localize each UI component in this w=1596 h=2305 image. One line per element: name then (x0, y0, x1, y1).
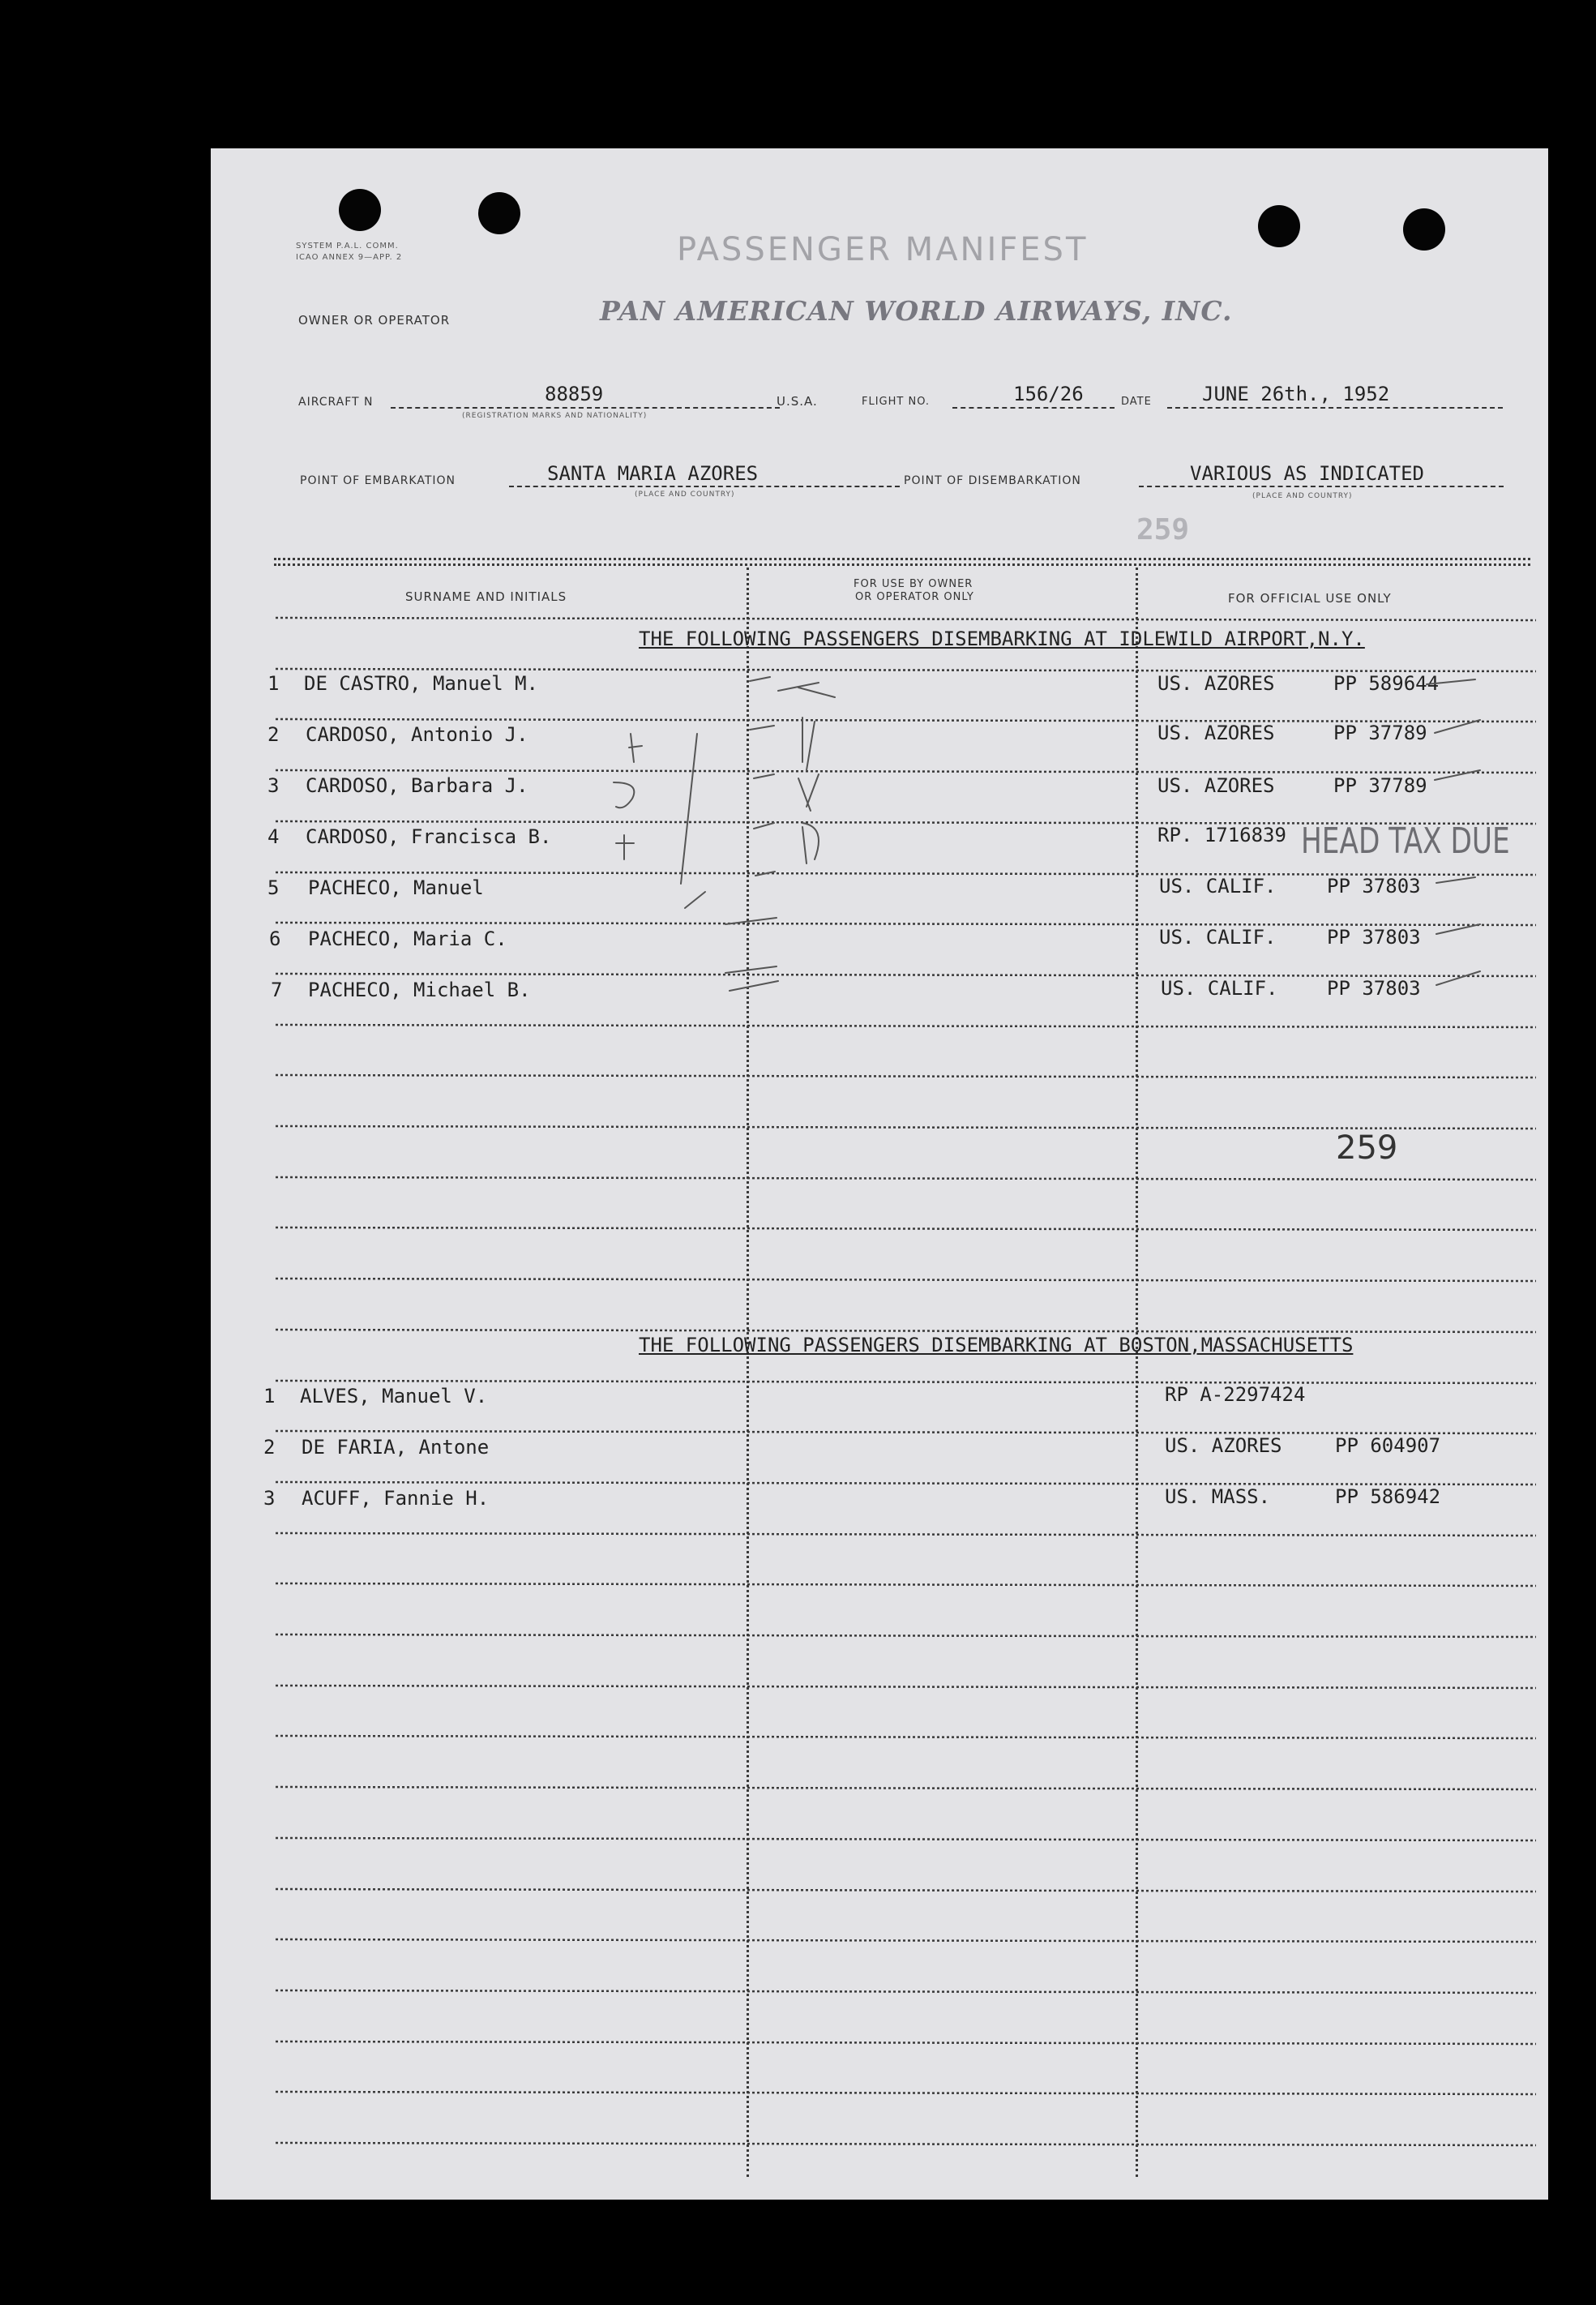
passenger-official: US. MASS. (1165, 1485, 1271, 1508)
column-header-owner: FOR USE BY OWNER (854, 578, 973, 590)
passenger-official: US. CALIF. (1161, 977, 1278, 1000)
flight-number: 156/26 (1013, 383, 1084, 405)
column-header-owner: OR OPERATOR ONLY (855, 591, 974, 603)
head-tax-stamp: HEAD TAX DUE (1301, 820, 1510, 862)
passenger-official: RP A-2297424 (1165, 1383, 1306, 1406)
disembarkation-caption: (PLACE AND COUNTRY) (1252, 492, 1353, 500)
corner-stamp-line: ICAO ANNEX 9—APP. 2 (296, 253, 403, 262)
aircraft-number: 88859 (545, 383, 604, 405)
passenger-official: RP. 1716839 (1157, 824, 1286, 846)
embarkation-caption: (PLACE AND COUNTRY) (635, 491, 735, 499)
passenger-name: CARDOSO, Francisca B. (306, 825, 552, 848)
passenger-official: US. CALIF. (1159, 875, 1277, 898)
passenger-passport: PP 37789 (1333, 722, 1427, 744)
passenger-official: US. CALIF. (1159, 926, 1277, 949)
row-number: 1 (263, 1385, 276, 1407)
passenger-official: US. AZORES (1157, 774, 1275, 797)
disembarkation-label: POINT OF DISEMBARKATION (904, 474, 1081, 487)
passenger-passport: PP 37803 (1327, 875, 1421, 898)
passenger-passport: PP 37803 (1327, 926, 1421, 949)
passenger-name: ACUFF, Fannie H. (302, 1487, 490, 1510)
row-number: 1 (267, 672, 280, 695)
section-heading: THE FOLLOWING PASSENGERS DISEMBARKING AT IDLEWILD AIRPORT,N.Y. (639, 628, 1365, 650)
passenger-name: PACHECO, Michael B. (308, 979, 531, 1001)
row-number: 5 (267, 876, 280, 899)
column-header-official: FOR OFFICIAL USE ONLY (1228, 591, 1392, 606)
passenger-passport: PP 586942 (1335, 1485, 1441, 1508)
passenger-passport: PP 604907 (1335, 1434, 1441, 1457)
passenger-name: CARDOSO, Barbara J. (306, 774, 528, 797)
row-number: 4 (267, 825, 280, 848)
passenger-name: DE CASTRO, Manuel M. (304, 672, 538, 695)
passenger-official: US. AZORES (1165, 1434, 1282, 1457)
passenger-passport: PP 589644 (1333, 672, 1440, 695)
form-title: PASSENGER MANIFEST (677, 231, 1089, 268)
date-label: DATE (1121, 396, 1152, 408)
passenger-name: ALVES, Manuel V. (300, 1385, 488, 1407)
row-number: 3 (263, 1487, 276, 1510)
disembarkation-value: VARIOUS AS INDICATED (1190, 462, 1424, 485)
passenger-passport: PP 37789 (1333, 774, 1427, 797)
corner-stamp-line: SYSTEM P.A.L. COMM. (296, 242, 399, 251)
passenger-official: US. AZORES (1157, 672, 1275, 695)
registration-caption: (REGISTRATION MARKS AND NATIONALITY) (462, 412, 648, 420)
embarkation-label: POINT OF EMBARKATION (300, 474, 456, 487)
row-number: 7 (271, 979, 283, 1001)
page-number: 259 (1136, 513, 1190, 546)
owner-label: OWNER OR OPERATOR (298, 313, 451, 328)
aircraft-label: AIRCRAFT N (298, 396, 374, 409)
passenger-official: US. AZORES (1157, 722, 1275, 744)
flight-label: FLIGHT NO. (862, 396, 931, 408)
passenger-name: CARDOSO, Antonio J. (306, 723, 528, 746)
passenger-name: PACHECO, Manuel (308, 876, 484, 899)
flight-date: JUNE 26th., 1952 (1202, 383, 1390, 405)
row-number: 6 (269, 928, 281, 950)
airline-name: PAN AMERICAN WORLD AIRWAYS, INC. (600, 295, 1233, 327)
passenger-passport: PP 37803 (1327, 977, 1421, 1000)
row-number: 2 (267, 723, 280, 746)
handwritten-page-number: 259 (1336, 1129, 1398, 1167)
nationality: U.S.A. (777, 394, 818, 409)
passenger-name: DE FARIA, Antone (302, 1436, 490, 1459)
passenger-name: PACHECO, Maria C. (308, 928, 507, 950)
section-heading: THE FOLLOWING PASSENGERS DISEMBARKING AT BOSTON,MASSACHUSETTS (639, 1334, 1354, 1356)
row-number: 3 (267, 774, 280, 797)
column-header-surname: SURNAME AND INITIALS (405, 589, 567, 604)
row-number: 2 (263, 1436, 276, 1459)
embarkation-value: SANTA MARIA AZORES (547, 462, 759, 485)
